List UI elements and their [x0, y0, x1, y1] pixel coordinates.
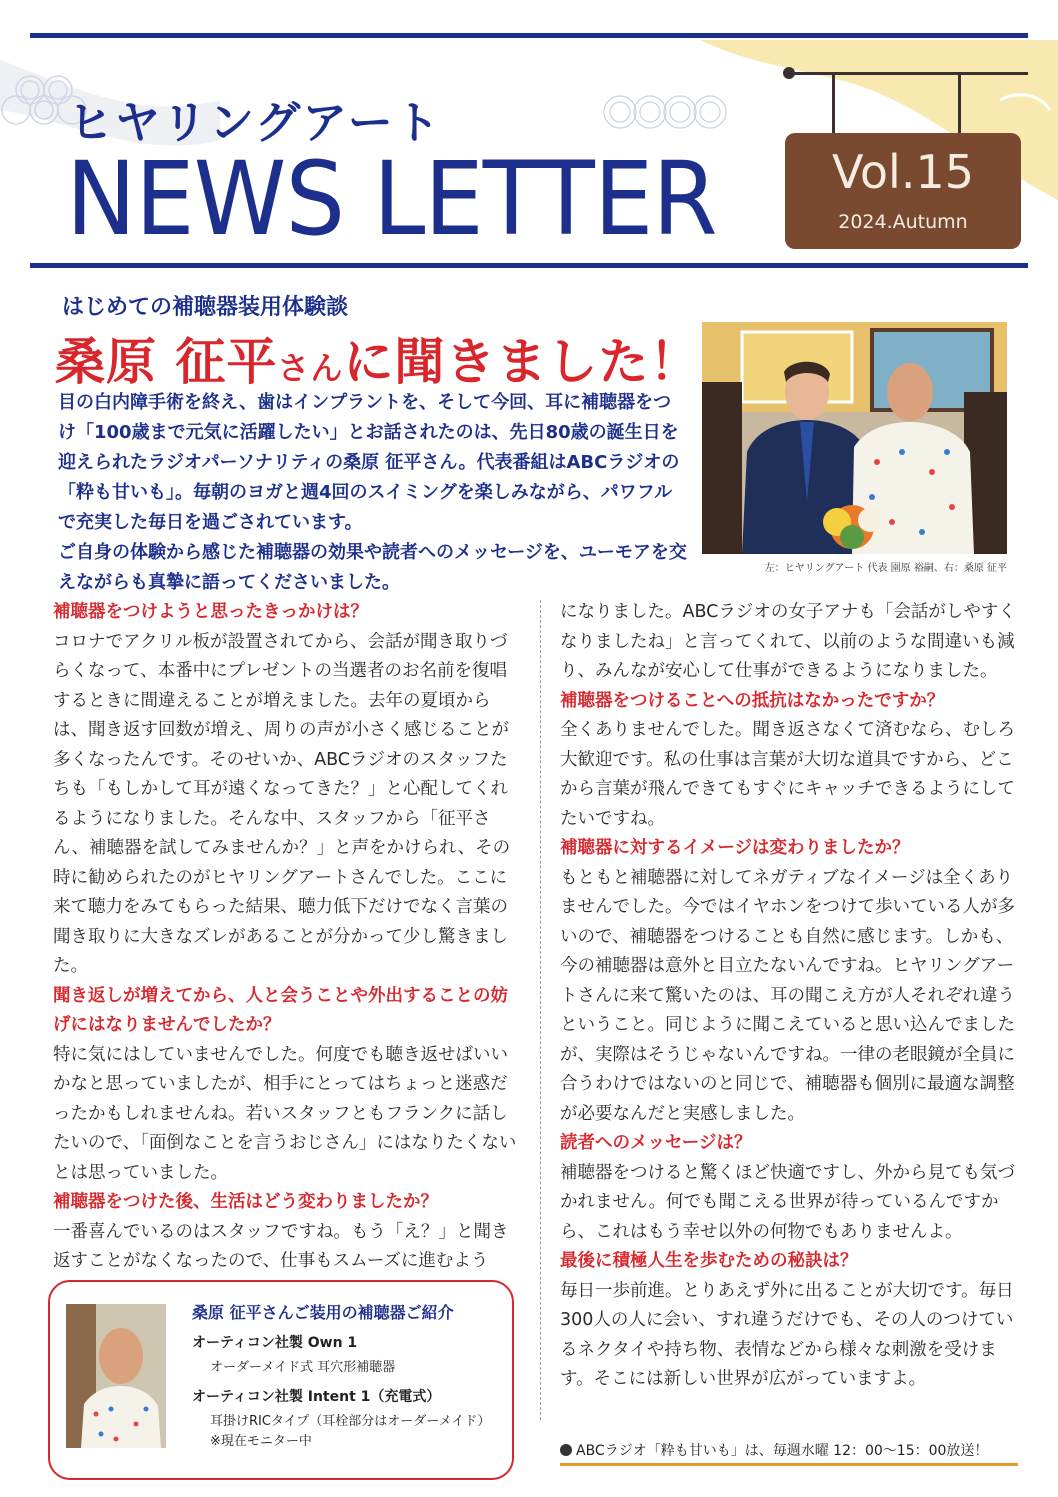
- brand-name-jp: ヒヤリングアート: [68, 96, 442, 149]
- answer-text: 特に気にはしていませんでした。何度でも聴き返せばいいかなと思っていましたが、相手にとってはちょっと迷惑だったかもしれませんね。若いスタッフともフランクに話したいので、「面倒なことを言うおじさん」にはなりたくないとは思っていました。: [53, 1044, 517, 1183]
- lead-paragraph: 目の白内障手術を終え、歯はインプラントを、そして今回、耳に補聴器をつけ「100歳まで元気に活躍したい」とお話されたのは、先日80歳の誕生日を迎えられたラジオパーソナリティの桑原 征平さん。代表番組はABCラジオの「粋も甘いも」。毎朝のヨガと週4回のスイミングを楽しみながら、パワフルで充実した毎日を過ごされています。: [58, 392, 680, 533]
- lead-paragraph: ご自身の体験から感じた補聴器の効果や読者へのメッセージを、ユーモアを交えながらも真摯に語ってくださいました。: [58, 542, 687, 593]
- issue-season: 2024.Autumn: [838, 211, 968, 233]
- answer-text: 一番喜んでいるのはスタッフですね。もう「え？」と聞き返すことがなくなったので、仕事もスムーズに進むよう: [53, 1221, 509, 1271]
- answer-text: もともと補聴器に対してネガティブなイメージは全くありませんでした。今ではイヤホンをつけて歩いている人が多いので、補聴器をつけることも自然に感じます。しかも、今の補聴器は意外と目立たないんですね。ヒヤリングアートさんに来て驚いたのは、耳の聞こえ方が人それぞれ違うということ。同じように聞こえていると思い込んでましたが、実際はそうじゃないんですね。一律の老眼鏡が全員に合うわけではないのと同じで、補聴器も個別に最適な調整が必要なんだと実感しました。: [560, 867, 1015, 1124]
- question-heading: 聞き返しが増えてから、人と会うことや外出することの妨げにはなりませんでしたか？: [53, 985, 508, 1035]
- answer-text: になりました。ABCラジオの女子アナも「会話がしやすくなりましたね」と言ってくれて、以前のような間違いも減り、みんなが安心して仕事ができるようになりました。: [560, 602, 1016, 681]
- question-heading: 補聴器に対するイメージは変わりましたか？: [560, 838, 910, 858]
- question-heading: 補聴器をつけた後、生活はどう変わりましたか？: [53, 1192, 438, 1212]
- answer-text: コロナでアクリル板が設置されてから、会話が聞き取りづらくなって、本番中にプレゼントの当選者のお名前を復唱するときに間違えることが増えました。去年の夏頃からは、聞き返す回数が増え、周りの声が小さく感じることが多くなったんです。そのせいか、ABCラジオのスタッフたちも「もしかして耳が遠くなってきた？」と心配してくれるようになりました。そんな中、スタッフから「征平さん、補聴器を試してみませんか？」と声をかけられ、その時に勧められたのがヒヤリングアートさんでした。ここに来て聴力をみてもらった結果、聴力低下だけでなく言葉の聞き取りに大きなズレがあることが分かって少し驚きました。: [53, 631, 511, 976]
- column-divider: [540, 600, 542, 1420]
- sign-rod: [788, 72, 1028, 75]
- newsletter-title: NEWS LETTER: [66, 140, 717, 259]
- volume-number: Vol.15: [832, 145, 974, 199]
- device-1-name: オーティコン社製 Own 1: [192, 1335, 358, 1351]
- sign-chain-right: [958, 75, 961, 133]
- device-2-note: ※現在モニター中: [210, 1434, 312, 1449]
- header-bottom-rule: [30, 263, 1028, 268]
- answer-text: 毎日一歩前進。とりあえず外に出ることが大切です。毎日300人の人に会い、すれ違うだけでも、その人のつけているネクタイや持ち物、表情などから様々な刺激を受けます。そこには新しい世界が広がっていますよ。: [560, 1280, 1014, 1389]
- interview-photo-illustration: [702, 322, 1007, 554]
- article-lead: [58, 388, 688, 598]
- answer-text: 補聴器をつけると驚くほど快適ですし、外から見ても気づかれません。何でも聞こえる世界が待っているんですから、これはもう幸せ以外の何物でもありませんよ。: [560, 1162, 1015, 1242]
- question-heading: 最後に積極人生を歩むための秘訣は？: [560, 1251, 858, 1271]
- top-rule: [30, 33, 1028, 38]
- headline-rest: に聞きました！: [343, 333, 701, 391]
- broadcast-text: ABCラジオ「粋も甘いも」は、毎週水曜 12：00～15：00放送！: [576, 1443, 989, 1459]
- broadcast-info: [560, 1440, 1018, 1466]
- article-headline: [55, 322, 700, 394]
- box-title: 桑原 征平さんご装用の補聴器ご紹介: [192, 1303, 454, 1322]
- sign-chain-left: [832, 75, 835, 133]
- device-1-description: オーダーメイド式 耳穴形補聴器: [210, 1360, 396, 1375]
- sign-rod-knob: [783, 67, 795, 79]
- qa-column-left: [53, 598, 523, 1277]
- question-heading: 読者へのメッセージは？: [560, 1133, 752, 1153]
- portrait-photo: [66, 1304, 166, 1448]
- headline-name: 桑原 征平: [55, 333, 278, 391]
- device-2-name: オーティコン社製 Intent 1（充電式）: [192, 1389, 441, 1405]
- headline-honorific: さん: [277, 349, 344, 387]
- volume-sign: [785, 133, 1021, 249]
- portrait-illustration: [66, 1304, 166, 1448]
- device-2-description: 耳掛けRICタイプ（耳栓部分はオーダーメイド）: [210, 1414, 491, 1429]
- question-heading: 補聴器をつけることへの抵抗はなかったですか？: [560, 690, 945, 711]
- answer-text: 全くありませんでした。聞き返さなくて済むなら、むしろ大歓迎です。私の仕事は言葉が大切な道具ですから、どこから言葉が飛んできてもすぐにキャッチできるようにしてたいですね。: [560, 720, 1015, 829]
- hearing-aid-info-box: [48, 1280, 514, 1480]
- qa-column-right: [560, 598, 1030, 1395]
- bullet-icon: [560, 1444, 572, 1456]
- photo-caption: 左：ヒヤリングアート 代表 園原 裕嗣、右：桑原 征平: [764, 563, 1007, 574]
- article-kicker: はじめての補聴器装用体験談: [62, 295, 349, 320]
- interview-photo: [702, 322, 1007, 554]
- question-heading: 補聴器をつけようと思ったきっかけは？: [53, 602, 368, 622]
